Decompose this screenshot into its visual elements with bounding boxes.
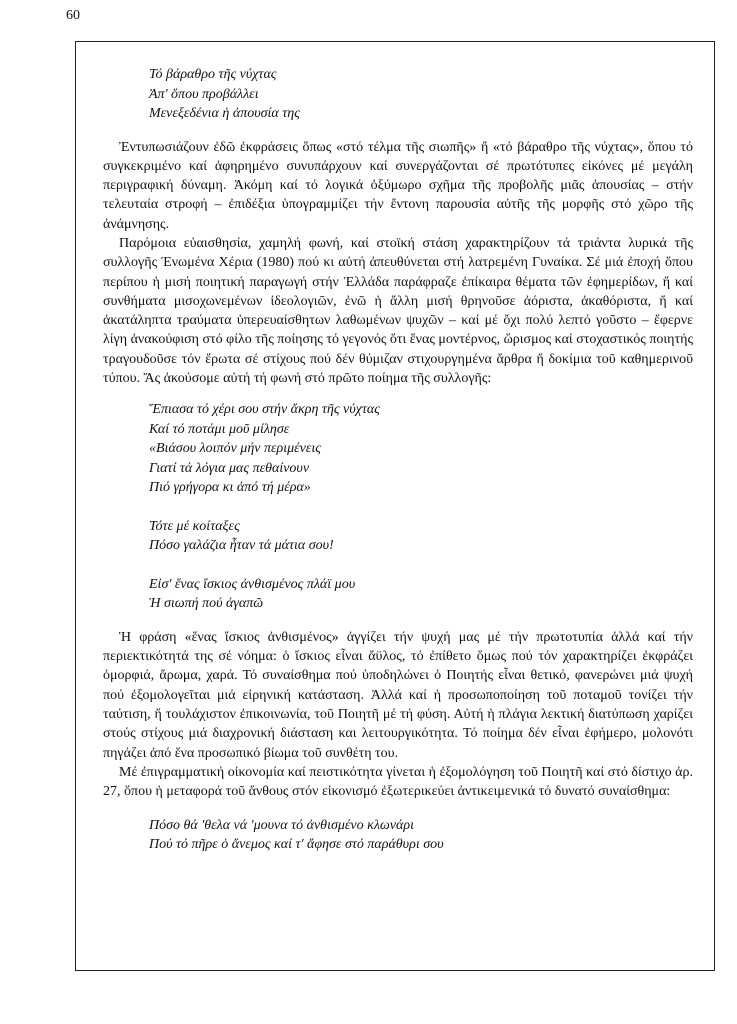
verse-line: Ἀπ' ὅπου προβάλλει <box>149 86 259 102</box>
paragraph-2: Παρόμοια εὐαισθησία, χαμηλή φωνή, καί στοϊκή στάση χαρακτηρίζουν τά τριάντα λυρικά τῆς συλλογῆς Ἑνωμένα Χέρια (1980) πού κι αὐτή ἀπευθύνεται στή λατρεμένη Γυναίκα. Σέ μιά ἐποχή ὅπου περίπου ἡ μισή ποιητική παραγωγή στήν Ἑλλάδα παράφραζε ἐπίκαιρα θέματα τῶν ἐφημερίδων, ἤ καί συνθήματα μισοχωνεμένων ἰδεολογιῶν, ἐνῶ ἡ ἄλλη μισή θρηνοῦσε ἀόριστα, ἀκαθόριστα, ἤ καί ἀκατάληπτα τραύματα ὑπερευαίσθητων λαθωμένων ψυχῶν – καί μέ ὄχι πολύ λεπτό γοῦστο – ἔφερνε λίγη ἀνακούφιση στό φίλο τῆς ποίησης τό γεγονός ὅτι ἕνας μοντέρνος, ὥρισμος καί στοχαστικός ποιητής τραγουδοῦσε τόν ἔρωτα σέ στίχους πού δέν θύμιζαν στιχουργημένα ἄρθρα ἤ δοκίμια τοῦ καθημερινοῦ τύπου. Ἄς ἀκούσομε αὐτή τή φωνή στό πρῶτο ποίημα τῆς συλλογῆς: <box>103 235 693 387</box>
verse-line: «Βιάσου λοιπόν μήν περιμένεις <box>149 441 321 457</box>
poem-excerpt-2 <box>149 400 693 614</box>
poem-excerpt-1 <box>149 65 693 124</box>
verse-line: Πιό γρήγορα κι ἀπό τή μέρα» <box>149 480 311 496</box>
paragraph-4: Μέ ἐπιγραμματική οἰκονομία καί πειστικότητα γίνεται ἡ ἐξομολόγηση τοῦ Ποιητῆ καί στό δίστιχο ἀρ. 27, ὅπου ἡ μεταφορά τοῦ ἄνθους στόν εἰκονισμό ἐξωτερικεύει ἀντικειμενικά τό δυνατό συναίσθημα: <box>103 764 693 800</box>
verse-line: Καί τό ποτάμι μοῦ μίλησε <box>149 421 290 437</box>
verse-line: Πού τό πῆρε ὁ ἄνεμος καί τ' ἄφησε στό παράθυρι σου <box>149 837 444 853</box>
verse-line: Μενεξεδένια ἡ ἀπουσία της <box>149 106 300 121</box>
verse-line: Πόσο γαλάζια ἦταν τά μάτια σου! <box>149 538 334 554</box>
verse-line: Ἔπιασα τό χέρι σου στήν ἄκρη τῆς νύχτας <box>149 402 380 418</box>
verse-line: Εἰσ' ἕνας ἴσκιος ἀνθισμένος πλάϊ μου <box>149 576 356 592</box>
verse-line: Γιατί τά λόγια μας πεθαίνουν <box>149 460 310 476</box>
paragraph-3: Ἡ φράση «ἕνας ἴσκιος ἀνθισμένος» ἀγγίζει τήν ψυχή μας μέ τήν πρωτοτυπία ἀλλά καί τήν περιεκτικότητά της σέ νόημα: ὁ ἴσκιος εἶναι ἄϋλος, τό ἐπίθετο ὅμως πού τόν χαρακτηρίζει ἐκφράζει ὀμορφιά, ἄρωμα, χαρά. Τό συναίσθημα πού ὑποδηλώνει ὁ Ποιητής εἶναι θετικό, φανερώνει μιά ψυχή πού ἐξομολογεῖται μιά εἰρηνική κατάσταση. Ἀλλά καί ἡ προσωποποίηση τοῦ ποταμοῦ τονίζει τήν ταύτιση, ἤ τουλάχιστον ἐπικοινωνία, τοῦ Ποιητῆ μέ τή φύση. Αὐτή ἡ πλάγια λεκτική διατύπωση χαρίζει στούς στίχους μιά διαχρονική διάσταση και λειτουργικότητα. Τό ποίημα δέν εἶναι ἐφήμερο, μολονότι πηγάζει ἀπό ἕνα προσωπικό βίωμα τοῦ συνθέτη του. <box>103 629 693 761</box>
verse-line: Τό βάραθρο τῆς νύχτας <box>149 67 277 82</box>
page-number: 60 <box>66 8 80 23</box>
verse-line: Πόσο θά 'θελα νά 'μουνα τό ἀνθισμένο κλωνάρι <box>149 817 414 833</box>
poem-excerpt-3 <box>149 816 693 855</box>
paragraph-1: Ἐντυπωσιάζουν ἐδῶ ἐκφράσεις ὅπως «στό τέλμα τῆς σιωπῆς» ἤ «τό βάραθρο τῆς νύχτας», ὅπου τό συγκεκριμένο καί ἀφηρημένο συνυπάρχουν καί συνεργάζονται σέ πρωτότυπες εἰκόνες μέ μεγάλη περιγραφική δύναμη. Ἀκόμη καί τό λογικά ὀξύμωρο σχῆμα τῆς προβολῆς μιᾶς ἀπουσίας – στήν τελευταία στροφή – ἐπιδέξια ὑπογραμμίζει τήν ἔντονη παρουσία αὐτῆς τῆς μορφῆς στό χῶρο τῆς ἀνάμνησης. <box>103 139 693 232</box>
verse-line: Τότε μέ κοίταξες <box>149 518 240 534</box>
page-content <box>103 65 693 855</box>
verse-line: Ἡ σιωπή πού ἀγαπῶ <box>149 596 264 612</box>
